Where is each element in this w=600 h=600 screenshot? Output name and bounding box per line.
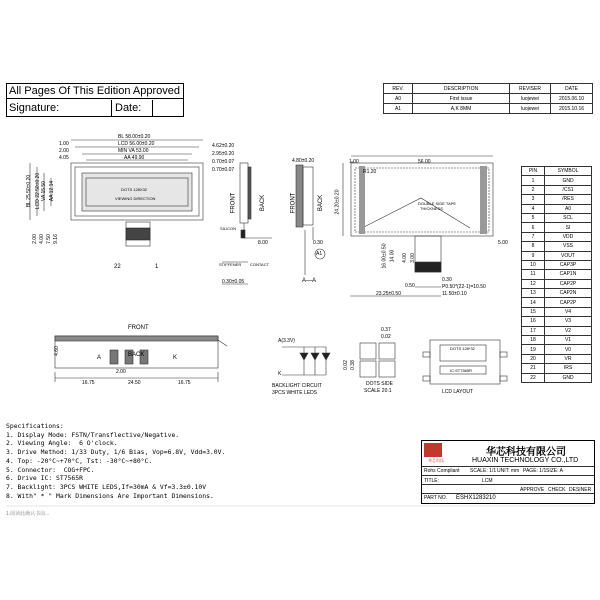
rev-header-reviser: REVISER [510, 84, 551, 94]
symbol-cell: IRS [545, 364, 592, 373]
pin-cell: 15 [522, 307, 545, 316]
tape-thickness-label: THICKNESS [420, 206, 443, 211]
dim-aa: AA 49.90 [124, 155, 145, 161]
footer-note: 1.阅读此确认书前... [6, 511, 50, 517]
dim-left-3: 4.05 [59, 155, 69, 161]
table-row [522, 326, 592, 335]
spec-line: 3. Drive Method: 1/33 Duty, 1/6 Bias, Vop=6.8V, Vdd=3.0V. [6, 448, 226, 457]
side-dim-3: 0.70±0.07 [212, 159, 235, 165]
symbol-cell: /RES [545, 195, 592, 204]
bl-small-dim: 2.00 [116, 369, 126, 375]
rev-header-date: DATE [551, 84, 593, 94]
dim-vb-3: 7.50 [45, 234, 52, 244]
pin-cell: 13 [522, 289, 545, 298]
symbol-cell: V1 [545, 336, 592, 345]
table-row [522, 270, 592, 279]
table-row [522, 185, 592, 194]
title-value: LCM [482, 478, 493, 484]
circuit-anode: A(3.3V) [278, 338, 295, 344]
spec-line: 6. Drive IC: ST7565R [6, 474, 83, 483]
fpc-dim-5: 0.50 [405, 283, 415, 289]
bl-dim-1: 16.75 [82, 380, 95, 386]
dim-bl: BL 58.00±0.20 [118, 134, 151, 140]
table-row [522, 345, 592, 354]
pin-cell: 11 [522, 270, 545, 279]
dim-left-1: 1.00 [59, 141, 69, 147]
size-label: SIZE: A [546, 468, 563, 474]
fpc-dim-3: 4.00 [401, 253, 408, 263]
pin-cell: 14 [522, 298, 545, 307]
rev-cell: A1 [384, 104, 413, 114]
stiffener-dim: 8.00 [258, 240, 268, 246]
table-row [522, 260, 592, 269]
company-name-cn: 华芯科技有限公司 [486, 447, 566, 458]
rev-cell: luojewei [510, 104, 551, 114]
backlight-front-label: FRONT [128, 325, 149, 331]
table-row [522, 195, 592, 204]
pin-cell: 10 [522, 260, 545, 269]
side-back-label: BACK [260, 194, 267, 212]
rear-vertical-dim: 24.20±0.20 [334, 189, 341, 215]
dots-dim-2: 0.02 [381, 334, 391, 340]
dots-caption-2: SCALE 20:1 [364, 388, 392, 394]
table-row [522, 336, 592, 345]
section-circle-label: A1 [316, 251, 323, 257]
symbol-cell: V4 [545, 307, 592, 316]
side-dim-4: 0.70±0.07 [212, 167, 235, 173]
rev-cell: A0 [384, 94, 413, 104]
company-name-en: HUAXIN TECHNOLOGY CO.,LTD [472, 457, 579, 464]
pin-cell: 3 [522, 195, 545, 204]
pin-header: PIN [522, 167, 545, 176]
scale-label: SCALE: 1/1 [470, 468, 497, 474]
table-row [522, 354, 592, 363]
symbol-cell: CAP1N [545, 270, 592, 279]
table-row [522, 289, 592, 298]
symbol-cell: GND [545, 176, 592, 185]
backlight-a-label: A [97, 355, 102, 361]
rear-radius: R1.20 [363, 169, 377, 175]
table-row [522, 364, 592, 373]
dim-left-2: 2.00 [59, 148, 69, 154]
fpc-width: 11.50±0.10 [442, 291, 467, 297]
table-row [522, 232, 592, 241]
pin-cell: 20 [522, 354, 545, 363]
pin-22-label: 22 [114, 264, 121, 270]
unit-label: UNIT: mm [497, 468, 520, 474]
table-row [522, 251, 592, 260]
pin-cell: 16 [522, 317, 545, 326]
date-label: Date: [115, 102, 142, 114]
pin-cell: 1 [522, 176, 545, 185]
symbol-cell: CAP2P [545, 279, 592, 288]
pin-cell: 6 [522, 223, 545, 232]
dim-vert-bl: BL 25.50±0.20 [26, 174, 33, 208]
symbol-cell: CAP2P [545, 298, 592, 307]
backlight-back-label: BACK [128, 352, 145, 358]
rev-cell: 2015.06.10 [551, 94, 593, 104]
part-no-label: PART NO. [424, 495, 448, 501]
table-row [522, 279, 592, 288]
pin-cell: 21 [522, 364, 545, 373]
circuit-caption: BACKLIGHT CIRCUIT [272, 383, 322, 389]
dots-caption: DOTS SIDE [366, 381, 393, 387]
part-no-value: ESHX1283210 [456, 495, 496, 501]
side-dim-1: 4.62±0.20 [212, 143, 235, 149]
dim-vb-1: 2.00 [31, 234, 38, 244]
symbol-cell: VSS [545, 242, 592, 251]
dots-dim-3: 0.02 [342, 360, 349, 370]
tape-label: DOUBLE SIDE TAPE [418, 201, 457, 206]
pin-cell: 17 [522, 326, 545, 335]
pin-cell: 19 [522, 345, 545, 354]
spec-line: 4. Top: -20°C~+70°C, Tst: -30°C~+80°C. [6, 456, 153, 465]
table-row [522, 317, 592, 326]
pin-cell: 2 [522, 185, 545, 194]
dim-vert-lcd: LCD 22.50±0.20 [35, 172, 42, 210]
spec-line: 8. With" * " Mark Dimensions Are Important Dimensions. [6, 491, 214, 500]
pin-cell: 9 [522, 251, 545, 260]
rear-dim-1: 1.00 [349, 159, 359, 165]
rohs-label: Rohs Compliant [424, 468, 460, 474]
spec-line: 1. Display Mode: FSTN/Transflective/Negative. [6, 430, 180, 439]
symbol-cell: V3 [545, 317, 592, 326]
table-row [522, 298, 592, 307]
symbol-cell: SCL [545, 213, 592, 222]
symbol-cell: V2 [545, 326, 592, 335]
dim-vert-aa: AA 12.14 [49, 180, 56, 202]
table-row [522, 204, 592, 213]
rear-offset: 23.25±0.50 [376, 291, 401, 297]
contact-label: CONTACT [250, 262, 270, 267]
check-label: CHECK [548, 487, 566, 493]
page-label: PAGE: 1/1 [523, 468, 547, 474]
signature-label: Signature: [9, 102, 60, 114]
section-front-label: FRONT [290, 192, 297, 214]
rev-cell: 2015.10.16 [551, 104, 593, 114]
rev-cell: A,K 8MM [413, 104, 510, 114]
fpc-pitch: P0.50*(22-1)=10.50 [442, 284, 486, 290]
circuit-cathode: K [278, 371, 282, 377]
fpc-dim-2: 14.00 [389, 249, 396, 263]
dim-va: MIN VA 53.00 [118, 148, 149, 154]
dim-lcd: LCD 56.00±0.20 [118, 141, 155, 147]
table-row [522, 307, 592, 316]
lcd-layout-caption: LCD LAYOUT [442, 389, 474, 395]
rear-dim-2: 56.00 [418, 159, 431, 165]
fpc-dim-4: 3.00 [409, 253, 416, 263]
rev-header-desc: DESCRIPTION [413, 84, 510, 94]
pin-cell: 18 [522, 336, 545, 345]
table-row [522, 373, 592, 382]
symbol-header: SYMBOL [545, 167, 592, 176]
symbol-cell: CAP2N [545, 289, 592, 298]
logo-text: 华芯科技 [428, 458, 444, 463]
pin-cell: 7 [522, 232, 545, 241]
title-label: TITLE: [424, 478, 440, 484]
backlight-k-label: K [173, 355, 178, 361]
dim-vb-2: 4.00 [38, 234, 45, 244]
pin-table [521, 166, 592, 383]
pin-cell: 5 [522, 213, 545, 222]
circuit-caption-2: 3PCS WHITE LEDS [272, 390, 318, 396]
symbol-cell: VDD [545, 232, 592, 241]
table-row [522, 176, 592, 185]
dots-dim-1: 0.37 [381, 327, 391, 333]
symbol-cell: VR [545, 354, 592, 363]
symbol-cell: A0 [545, 204, 592, 213]
side-dim-2: 2.95±0.20 [212, 151, 235, 157]
spec-line: 7. Backlight: 3PCS WHITE LEDS,If=30mA & Vf=3.3±0.10V [6, 482, 207, 491]
spec-line: 2. Viewing Angle: 6 O'clock. [6, 439, 118, 448]
symbol-cell: GND [545, 373, 592, 382]
section-top-dim: 4.80±0.20 [292, 158, 315, 164]
symbol-cell: VOUT [545, 251, 592, 260]
viewing-direction-label: VIEWING DIRECTION [115, 196, 156, 201]
dim-vert-va: VA 15.50 [40, 181, 47, 201]
pin-cell: 12 [522, 279, 545, 288]
symbol-cell: SI [545, 223, 592, 232]
table-row [522, 213, 592, 222]
symbol-cell: CAP3P [545, 260, 592, 269]
company-logo [424, 443, 442, 457]
stiffener-label: STIFFENER [219, 262, 242, 267]
section-back-label: BACK [318, 194, 325, 212]
lcd-chip2: IC:ST7565R [450, 368, 473, 373]
table-row [522, 242, 592, 251]
fpc-dim-6: 0.30 [442, 277, 452, 283]
pin-cell: 22 [522, 373, 545, 382]
bl-dim-3: 16.75 [178, 380, 191, 386]
bl-dim-2: 24.50 [128, 380, 141, 386]
symbol-cell: V0 [545, 345, 592, 354]
pin-1-label: 1 [155, 264, 159, 270]
spec-line: Specifications: [6, 422, 64, 430]
approval-title: All Pages Of This Edition Approved [7, 84, 183, 99]
section-small-dim: 0.30 [313, 240, 323, 246]
side-bottom-dim: 0.30±0.05 [222, 279, 245, 285]
rev-cell: luojewei [510, 94, 551, 104]
pin-cell: 8 [522, 242, 545, 251]
designer-label: DESINER [569, 487, 592, 493]
dim-vb-4: 9.16 [52, 234, 59, 244]
silicon-label: SILICON [220, 226, 237, 231]
specifications [6, 422, 225, 500]
rev-cell: First issue [413, 94, 510, 104]
symbol-cell: /CS1 [545, 185, 592, 194]
approve-label: APPROVE [520, 487, 545, 493]
table-row [522, 223, 592, 232]
title-block [421, 440, 595, 504]
spec-line: 5. Connector: COG+FPC. [6, 465, 95, 474]
lcd-chip1: DOTS 128*32 [450, 346, 475, 351]
fpc-dim-1: 16.00±0.50 [381, 243, 388, 269]
rev-header-rev: REV. [384, 84, 413, 94]
bl-left-dim: 4.60 [53, 346, 60, 356]
dots-label: DOTS 128X32 [121, 187, 148, 192]
rear-right-dim: 5.00 [498, 240, 508, 246]
pin-cell: 4 [522, 204, 545, 213]
section-aa-label: A—A [302, 278, 317, 284]
side-front-label: FRONT [230, 192, 237, 214]
dots-dim-4: 0.38 [349, 360, 356, 370]
